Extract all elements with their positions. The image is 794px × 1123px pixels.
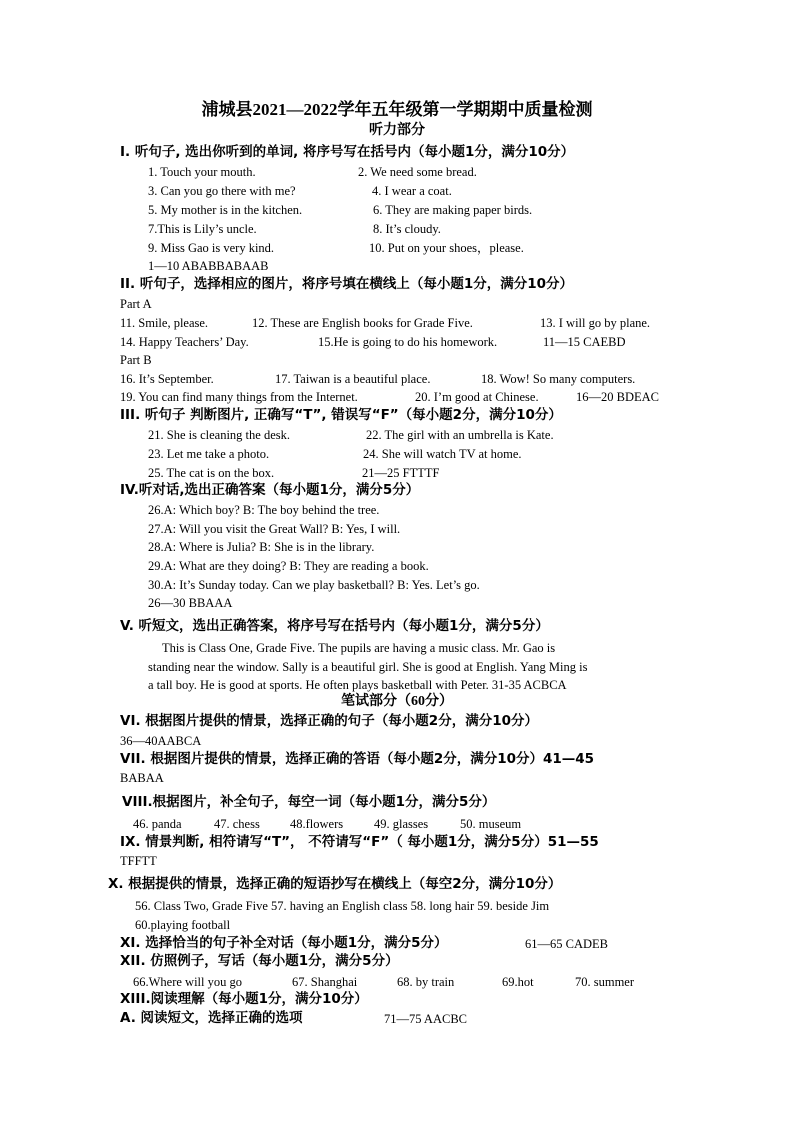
part-label: Part A bbox=[120, 297, 152, 311]
listening-section-title: 听力部分 bbox=[369, 123, 425, 138]
list-item: 25. The cat is on the box. bbox=[148, 466, 275, 480]
list-item: 28.A: Where is Julia? B: She is in the library. bbox=[148, 540, 375, 554]
list-item: 6. They are making paper birds. bbox=[373, 203, 533, 217]
answer-key: BABAA bbox=[120, 771, 164, 785]
section-5-heading: V. 听短文，选出正确答案，将序号写在括号内（每小题1分，满分5分） bbox=[120, 618, 549, 634]
answer-key: 21—25 FTTTF bbox=[362, 466, 440, 480]
passage-line: a tall boy. He is good at sports. He often plays basketball with Peter. 31-35 ACBCA bbox=[148, 678, 567, 692]
list-item: 48.flowers bbox=[290, 817, 344, 831]
list-item: 67. Shanghai bbox=[292, 975, 358, 989]
answer-key: 16—20 BDEAC bbox=[576, 390, 659, 404]
part-label: Part B bbox=[120, 353, 152, 367]
answer-key: 11—15 CAEBD bbox=[543, 335, 626, 349]
answer-line: 56. Class Two, Grade Five 57. having an English class 58. long hair 59. beside Jim bbox=[135, 899, 550, 913]
answer-key: 71—75 AACBC bbox=[384, 1012, 468, 1026]
list-item: 1. Touch your mouth. bbox=[148, 165, 256, 179]
list-item: 70. summer bbox=[575, 975, 635, 989]
list-item: 15.He is going to do his homework. bbox=[318, 335, 498, 349]
section-2-heading: II. 听句子，选择相应的图片，将序号填在横线上（每小题1分，满分10分） bbox=[120, 276, 574, 292]
passage-line: This is Class One, Grade Five. The pupils are having a music class. Mr. Gao is bbox=[162, 641, 556, 655]
list-item: 49. glasses bbox=[374, 817, 429, 831]
list-item: 50. museum bbox=[460, 817, 522, 831]
list-item: 16. It’s September. bbox=[120, 372, 214, 386]
section-10-heading: X. 根据提供的情景，选择正确的短语抄写在横线上（每空2分，满分10分） bbox=[108, 876, 562, 892]
section-12-heading: XII. 仿照例子，写话（每小题1分，满分5分） bbox=[120, 953, 399, 969]
list-item: 24. She will watch TV at home. bbox=[363, 447, 522, 461]
list-item: 47. chess bbox=[214, 817, 260, 831]
document-title: 浦城县2021—2022学年五年级第一学期期中质量检测 bbox=[201, 100, 593, 119]
list-item: 18. Wow! So many computers. bbox=[481, 372, 636, 386]
list-item: 68. by train bbox=[397, 975, 455, 989]
section-4-heading: IV.听对话,选出正确答案（每小题1分，满分5分） bbox=[120, 482, 420, 498]
list-item: 11. Smile, please. bbox=[120, 316, 209, 330]
written-section-title: 笔试部分（60分） bbox=[341, 694, 453, 709]
section-3-heading: III. 听句子 判断图片, 正确写“T”, 错误写“F”（每小题2分，满分10分） bbox=[120, 407, 562, 423]
part-label: A. 阅读短文，选择正确的选项 bbox=[120, 1010, 303, 1026]
section-1-heading: I. 听句子, 选出你听到的单词, 将序号写在括号内（每小题1分，满分10分） bbox=[120, 144, 575, 160]
section-7-heading: VII. 根据图片提供的情景，选择正确的答语（每小题2分，满分10分）41—45 bbox=[120, 751, 595, 767]
answer-key: TFFTT bbox=[120, 854, 157, 868]
list-item: 23. Let me take a photo. bbox=[148, 447, 270, 461]
list-item: 12. These are English books for Grade Five. bbox=[252, 316, 473, 330]
answer-line: 60.playing football bbox=[135, 918, 231, 932]
passage-line: standing near the window. Sally is a beautiful girl. She is good at English. Yang Ming is bbox=[148, 660, 588, 674]
list-item: 69.hot bbox=[502, 975, 534, 989]
list-item: 4. I wear a coat. bbox=[372, 184, 452, 198]
list-item: 5. My mother is in the kitchen. bbox=[148, 203, 303, 217]
list-item: 8. It’s cloudy. bbox=[373, 222, 441, 236]
list-item: 26.A: Which boy? B: The boy behind the tree. bbox=[148, 503, 380, 517]
section-13-heading: XIII.阅读理解（每小题1分，满分10分） bbox=[120, 991, 368, 1007]
answer-key: 26—30 BBAAA bbox=[148, 596, 233, 610]
list-item: 2. We need some bread. bbox=[358, 165, 477, 179]
section-9-heading: IX. 情景判断, 相符请写“T”， 不符请写“F”（ 每小题1分，满分5分）51—55 bbox=[120, 834, 599, 850]
list-item: 19. You can find many things from the Internet. bbox=[120, 390, 358, 404]
list-item: 27.A: Will you visit the Great Wall? B: Yes, I will. bbox=[148, 522, 401, 536]
list-item: 22. The girl with an umbrella is Kate. bbox=[366, 428, 554, 442]
list-item: 14. Happy Teachers’ Day. bbox=[120, 335, 249, 349]
list-item: 46. panda bbox=[133, 817, 182, 831]
list-item: 29.A: What are they doing? B: They are reading a book. bbox=[148, 559, 429, 573]
section-8-heading: VIII.根据图片，补全句子，每空一词（每小题1分，满分5分） bbox=[122, 794, 496, 810]
list-item: 20. I’m good at Chinese. bbox=[415, 390, 539, 404]
answer-key: 36—40AABCA bbox=[120, 734, 202, 748]
list-item: 13. I will go by plane. bbox=[540, 316, 651, 330]
section-11-heading: XI. 选择恰当的句子补全对话（每小题1分，满分5分） bbox=[120, 935, 448, 951]
list-item: 10. Put on your shoes，please. bbox=[369, 241, 524, 255]
list-item: 30.A: It’s Sunday today. Can we play basketball? B: Yes. Let’s go. bbox=[148, 578, 480, 592]
answer-key: 61—65 CADEB bbox=[525, 937, 608, 951]
list-item: 21. She is cleaning the desk. bbox=[148, 428, 290, 442]
answer-key: 1—10 ABABBABAAB bbox=[148, 259, 269, 273]
section-6-heading: VI. 根据图片提供的情景，选择正确的句子（每小题2分，满分10分） bbox=[120, 713, 538, 729]
list-item: 7.This is Lily’s uncle. bbox=[148, 222, 257, 236]
list-item: 9. Miss Gao is very kind. bbox=[148, 241, 275, 255]
list-item: 3. Can you go there with me? bbox=[148, 184, 296, 198]
list-item: 66.Where will you go bbox=[133, 975, 243, 989]
list-item: 17. Taiwan is a beautiful place. bbox=[275, 372, 431, 386]
